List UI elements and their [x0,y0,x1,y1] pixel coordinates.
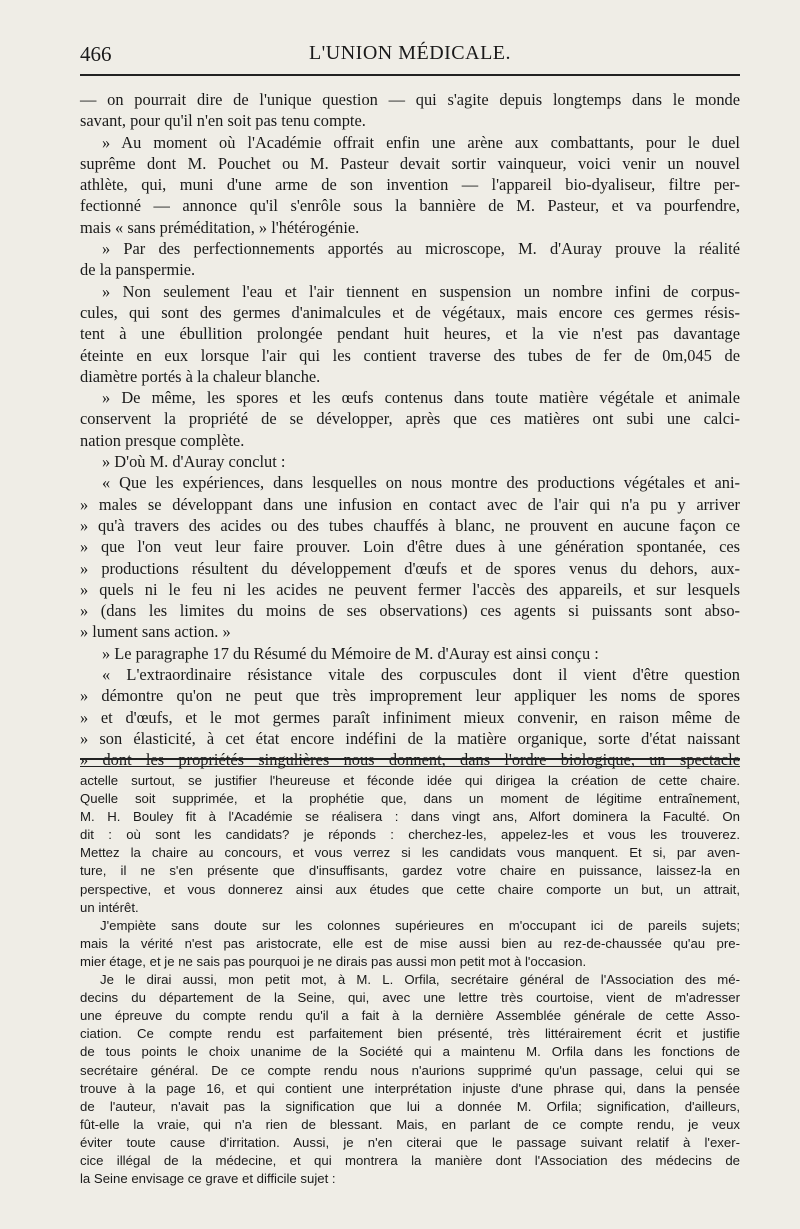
text-line: — on pourrait dire de l'unique question — qui s'agite depuis longtemps dans le monde [80,90,740,109]
text-line: tent à une ébullition prolongée pendant huit heures, et la vie n'est pas davantage [80,324,740,344]
text-line: » D'où M. d'Auray conclut : [102,452,286,472]
text-line: » lument sans action. » [80,622,231,642]
text-line: une épreuve du compte rendu qu'il a fait à la dernière Assemblée générale de cette Asso- [80,1008,740,1024]
text-line: » males se développant dans une infusion en contact avec de l'air qui n'a pu y arriver [80,494,740,514]
text-line: éteinte en eux lorsque l'air qui les contient traverse des tubes de fer de 0m,045 de [80,345,740,365]
text-line: un intérêt. [80,899,139,915]
text-line: perspective, et vous donnerez ainsi aux études que cette chaire comporte un but, un attrait, [80,881,740,897]
text-line: M. H. Bouley fit à l'Académie se réalisera : dans vingt ans, Alfort dominera la Faculté. On [80,809,740,825]
text-line: » dont les propriétés singulières nous donnent, dans l'ordre biologique, un spectacle [80,750,740,770]
text-line: » Par des perfectionnements apportés au microscope, M. d'Auray prouve la réalité [102,239,740,259]
text-line: fût-elle la vraie, qui n'a rien de blessant. Mais, en parlant de ce compte rendu, je veux [80,1116,740,1132]
text-line: J'empiète sans doute sur les colonnes supérieures en m'occupant ici de pareils sujets; [100,917,740,933]
text-line: » et d'œufs, et le mot germes paraît infiniment mieux convenir, en raison même de [80,707,740,727]
text-line: athlète, qui, muni d'une arme de son invention — l'appareil bio-dyaliseur, filtre per- [80,175,740,195]
feuilleton-divider [80,758,740,767]
text-line: de tous points le choix unanime de la Société qui a maintenu M. Orfila dans les fonctions de [80,1044,740,1060]
text-line: » Au moment où l'Académie offrait enfin une arène aux combattants, pour le duel [102,132,740,152]
text-line: » quels ni le feu ni les acides ne peuvent fermer l'accès des appareils, et sur lesquels [80,579,740,599]
text-line: mais la vérité n'est pas aristocrate, elle est de mise aussi bien au rez-de-chaussée qu'au pre- [80,935,740,951]
text-line: de l'auteur, n'avait pas la signification que lui a donnée M. Orfila; signification, d'ailleurs, [80,1098,740,1114]
text-line: decins du département de la Seine, qui, avec une lettre très courtoise, vient de m'adresser [80,990,740,1006]
text-line: fectionné — annonce qu'il s'enrôle sous la bannière de M. Pasteur, et va pourfendre, [80,196,740,216]
text-line: savant, pour qu'il n'en soit pas tenu compte. [80,111,366,131]
text-line: » Non seulement l'eau et l'air tiennent en suspension un nombre infini de corpus- [102,281,740,301]
text-line: » qu'à travers des acides ou des tubes chauffés à blanc, ne prouvent en aucune façon ce [80,515,740,535]
text-line: actelle surtout, se justifier l'heureuse et féconde idée qui dirigea la création de cette chaire. [80,773,740,788]
text-line: éviter toute cause d'irritation. Aussi, je n'en citerai que le passage suivant relatif à l'exer- [80,1134,740,1150]
header-rule [80,74,740,76]
text-line: diamètre portés à la chaleur blanche. [80,366,321,386]
text-line: secrétaire général. De ce compte rendu nous n'aurions supprimé qu'un passage, celui qui se [80,1062,740,1078]
text-line: » (dans les limites du moins de ses observations) ces agents si puissants sont abso- [80,601,740,621]
text-line: Quelle soit supprimée, et la prophétie que, dans un moment de légitime entraînement, [80,791,740,807]
text-line: Mettez la chaire au concours, et vous verrez si les candidats vous manquent. Et si, par aven- [80,845,740,861]
text-line: suprême dont M. Pouchet ou M. Pasteur devait sortir vainqueur, voici venir un nouvel [80,153,740,173]
text-line: » productions résultent du développement d'œufs et de spores venus du dehors, aux- [80,558,740,578]
page-header [80,38,740,68]
text-line: dit : où sont les candidats? je réponds : cherchez-les, appelez-les et vous les trouverez. [80,827,740,843]
text-line: » que l'on veut leur faire prouver. Loin d'être dues à une génération spontanée, ces [80,537,740,557]
text-line: de la panspermie. [80,260,196,280]
text-line: la Seine envisage ce grave et difficile sujet : [80,1171,336,1187]
text-line: « Que les expériences, dans lesquelles on nous montre des productions végétales et ani- [102,473,740,493]
text-line: » son élasticité, à cet état encore indéfini de la matière organique, sorte d'état naissant [80,728,740,748]
page-number: 466 [80,42,112,66]
text-line: trouve à la page 16, et qui contient une interprétation injuste d'une phrase qui, dans la pensée [80,1080,740,1096]
text-line: cules, qui sont des germes d'animalcules et de végétaux, mais encore ces germes résis- [80,302,740,322]
feuilleton-text [80,772,740,1188]
upper-column-text [80,89,740,771]
text-line: « L'extraordinaire résistance vitale des corpuscules dont il vient d'être question [102,665,740,685]
text-line: ture, il ne s'en présente que d'insuffisants, gardez votre chaire en puissance, laissez-la en [80,863,740,879]
text-line: nation presque complète. [80,430,245,450]
text-line: ciation. Ce compte rendu est parfaitement bien présenté, très littérairement écrit et justifie [80,1026,740,1042]
text-line: mais « sans préméditation, » l'hétérogénie. [80,217,360,237]
text-line: cice illégal de la médecine, et qui montrera la manière dont l'Association des médecins de [80,1152,740,1168]
text-line: conservent la propriété de se développer, après que ces matières ont subi une calci- [80,409,740,429]
running-head: L'UNION MÉDICALE. [308,42,512,64]
text-line: Je le dirai aussi, mon petit mot, à M. L. Orfila, secrétaire général de l'Association des mé- [100,972,740,988]
text-line: » démontre qu'on ne peut que très improprement leur appliquer les noms de spores [80,686,740,706]
text-line: » Le paragraphe 17 du Résumé du Mémoire de M. d'Auray est ainsi conçu : [102,643,599,663]
text-line: mier étage, et je ne sais pas pourquoi je ne dirais pas aussi mon petit mot à l'occasion. [80,953,587,969]
text-line: » De même, les spores et les œufs contenus dans toute matière végétale et animale [102,388,740,408]
